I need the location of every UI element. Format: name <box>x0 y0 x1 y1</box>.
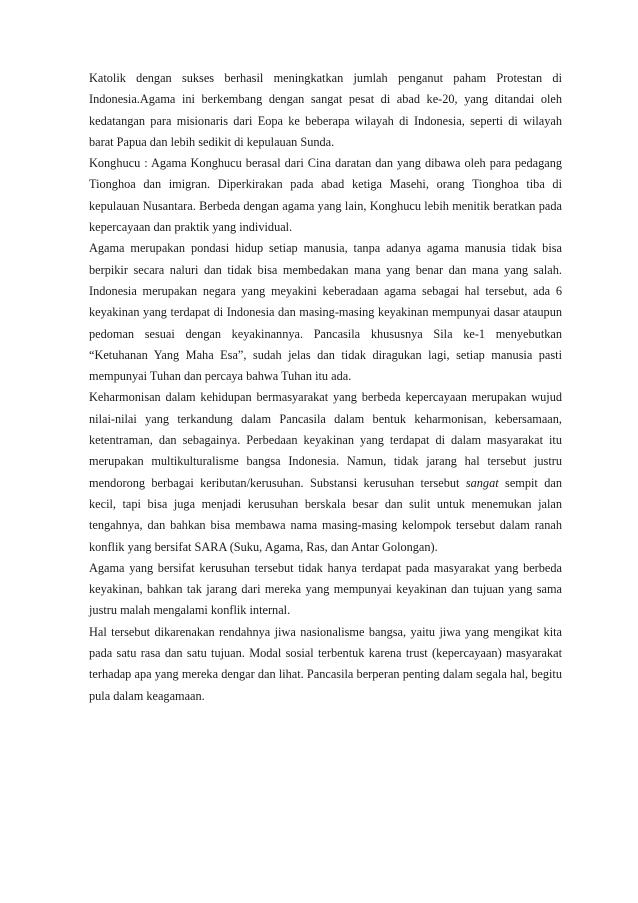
paragraph-keharmonisan <box>89 387 562 557</box>
paragraph-text-start: Keharmonisan dalam kehidupan bermasyarakat yang berbeda kepercayaan merupakan wujud nilai-nilai yang terkandung dalam Pancasila dalam bentuk keharmonisan, kebersamaan, ketentraman, dan sebagainya. Perbedaan keyakinan yang terdapat di dalam masyarakat itu merupakan multikulturalisme bangsa Indonesia. Namun, tidak jarang hal tersebut justru mendorong berbagai keributan/kerusuhan. Substansi kerusuhan tersebut <box>89 390 562 490</box>
paragraph-agama-pondasi <box>89 238 562 387</box>
paragraph-text: Konghucu : Agama Konghucu berasal dari Cina daratan dan yang dibawa oleh para pedagang Tionghoa dan imigran. Diperkirakan pada abad ketiga Masehi, orang Tionghoa tiba di kepulauan Nusantara. Berbeda dengan agama yang lain, Konghucu lebih menitik beratkan pada kepercayaan dan praktik yang individual. <box>89 156 562 235</box>
paragraph-katolik <box>89 68 562 153</box>
paragraph-konflik-internal <box>89 558 562 622</box>
paragraph-nasionalisme <box>89 622 562 707</box>
document-page <box>89 68 562 707</box>
paragraph-konghucu <box>89 153 562 238</box>
paragraph-text: Agama merupakan pondasi hidup setiap manusia, tanpa adanya agama manusia tidak bisa berpikir secara naluri dan tidak bisa membedakan mana yang benar dan mana yang salah. Indonesia merupakan negara yang meyakini keberadaan agama sebagai hal tersebut, ada 6 keyakinan yang terdapat di Indonesia dan masing-masing keyakinan mempunyai dasar ataupun pedoman sesuai dengan keyakinannya. Pancasila khususnya Sila ke-1 menyebutkan “Ketuhanan Yang Maha Esa”, sudah jelas dan tidak diragukan lagi, setiap manusia pasti mempunyai Tuhan dan percaya bahwa Tuhan itu ada. <box>89 241 562 384</box>
paragraph-text: Agama yang bersifat kerusuhan tersebut tidak hanya terdapat pada masyarakat yang berbeda keyakinan, bahkan tak jarang dari mereka yang mempunyai keyakinan dan tujuan yang sama justru malah mengalami konflik internal. <box>89 560 562 618</box>
paragraph-text: Katolik dengan sukses berhasil meningkatkan jumlah penganut paham Protestan di Indonesia.Agama ini berkembang dengan sangat pesat di abad ke-20, yang ditandai oleh kedatangan para misionaris dari Eopa ke beberapa wilayah di Indonesia, seperti di wilayah barat Papua dan lebih sedikit di kepulauan Sunda. <box>89 71 562 149</box>
paragraph-italic-word: sangat <box>465 475 499 490</box>
paragraph-text: Hal tersebut dikarenakan rendahnya jiwa nasionalisme bangsa, yaitu jiwa yang mengikat kita pada satu rasa dan satu tujuan. Modal sosial terbentuk karena trust (kepercayaan) masyarakat terhadap apa yang mereka dengar dan lihat. Pancasila berperan penting dalam segala hal, begitu pula dalam keagamaan. <box>89 624 562 703</box>
paragraph-text-end: sempit dan kecil, tapi bisa juga menjadi kerusuhan berskala besar dan sulit untuk menemukan jalan tengahnya, dan bahkan bisa membawa nama masing-masing kelompok tersebut dalam ranah konflik yang bersifat SARA (Suku, Agama, Ras, dan Antar Golongan). <box>89 475 562 554</box>
